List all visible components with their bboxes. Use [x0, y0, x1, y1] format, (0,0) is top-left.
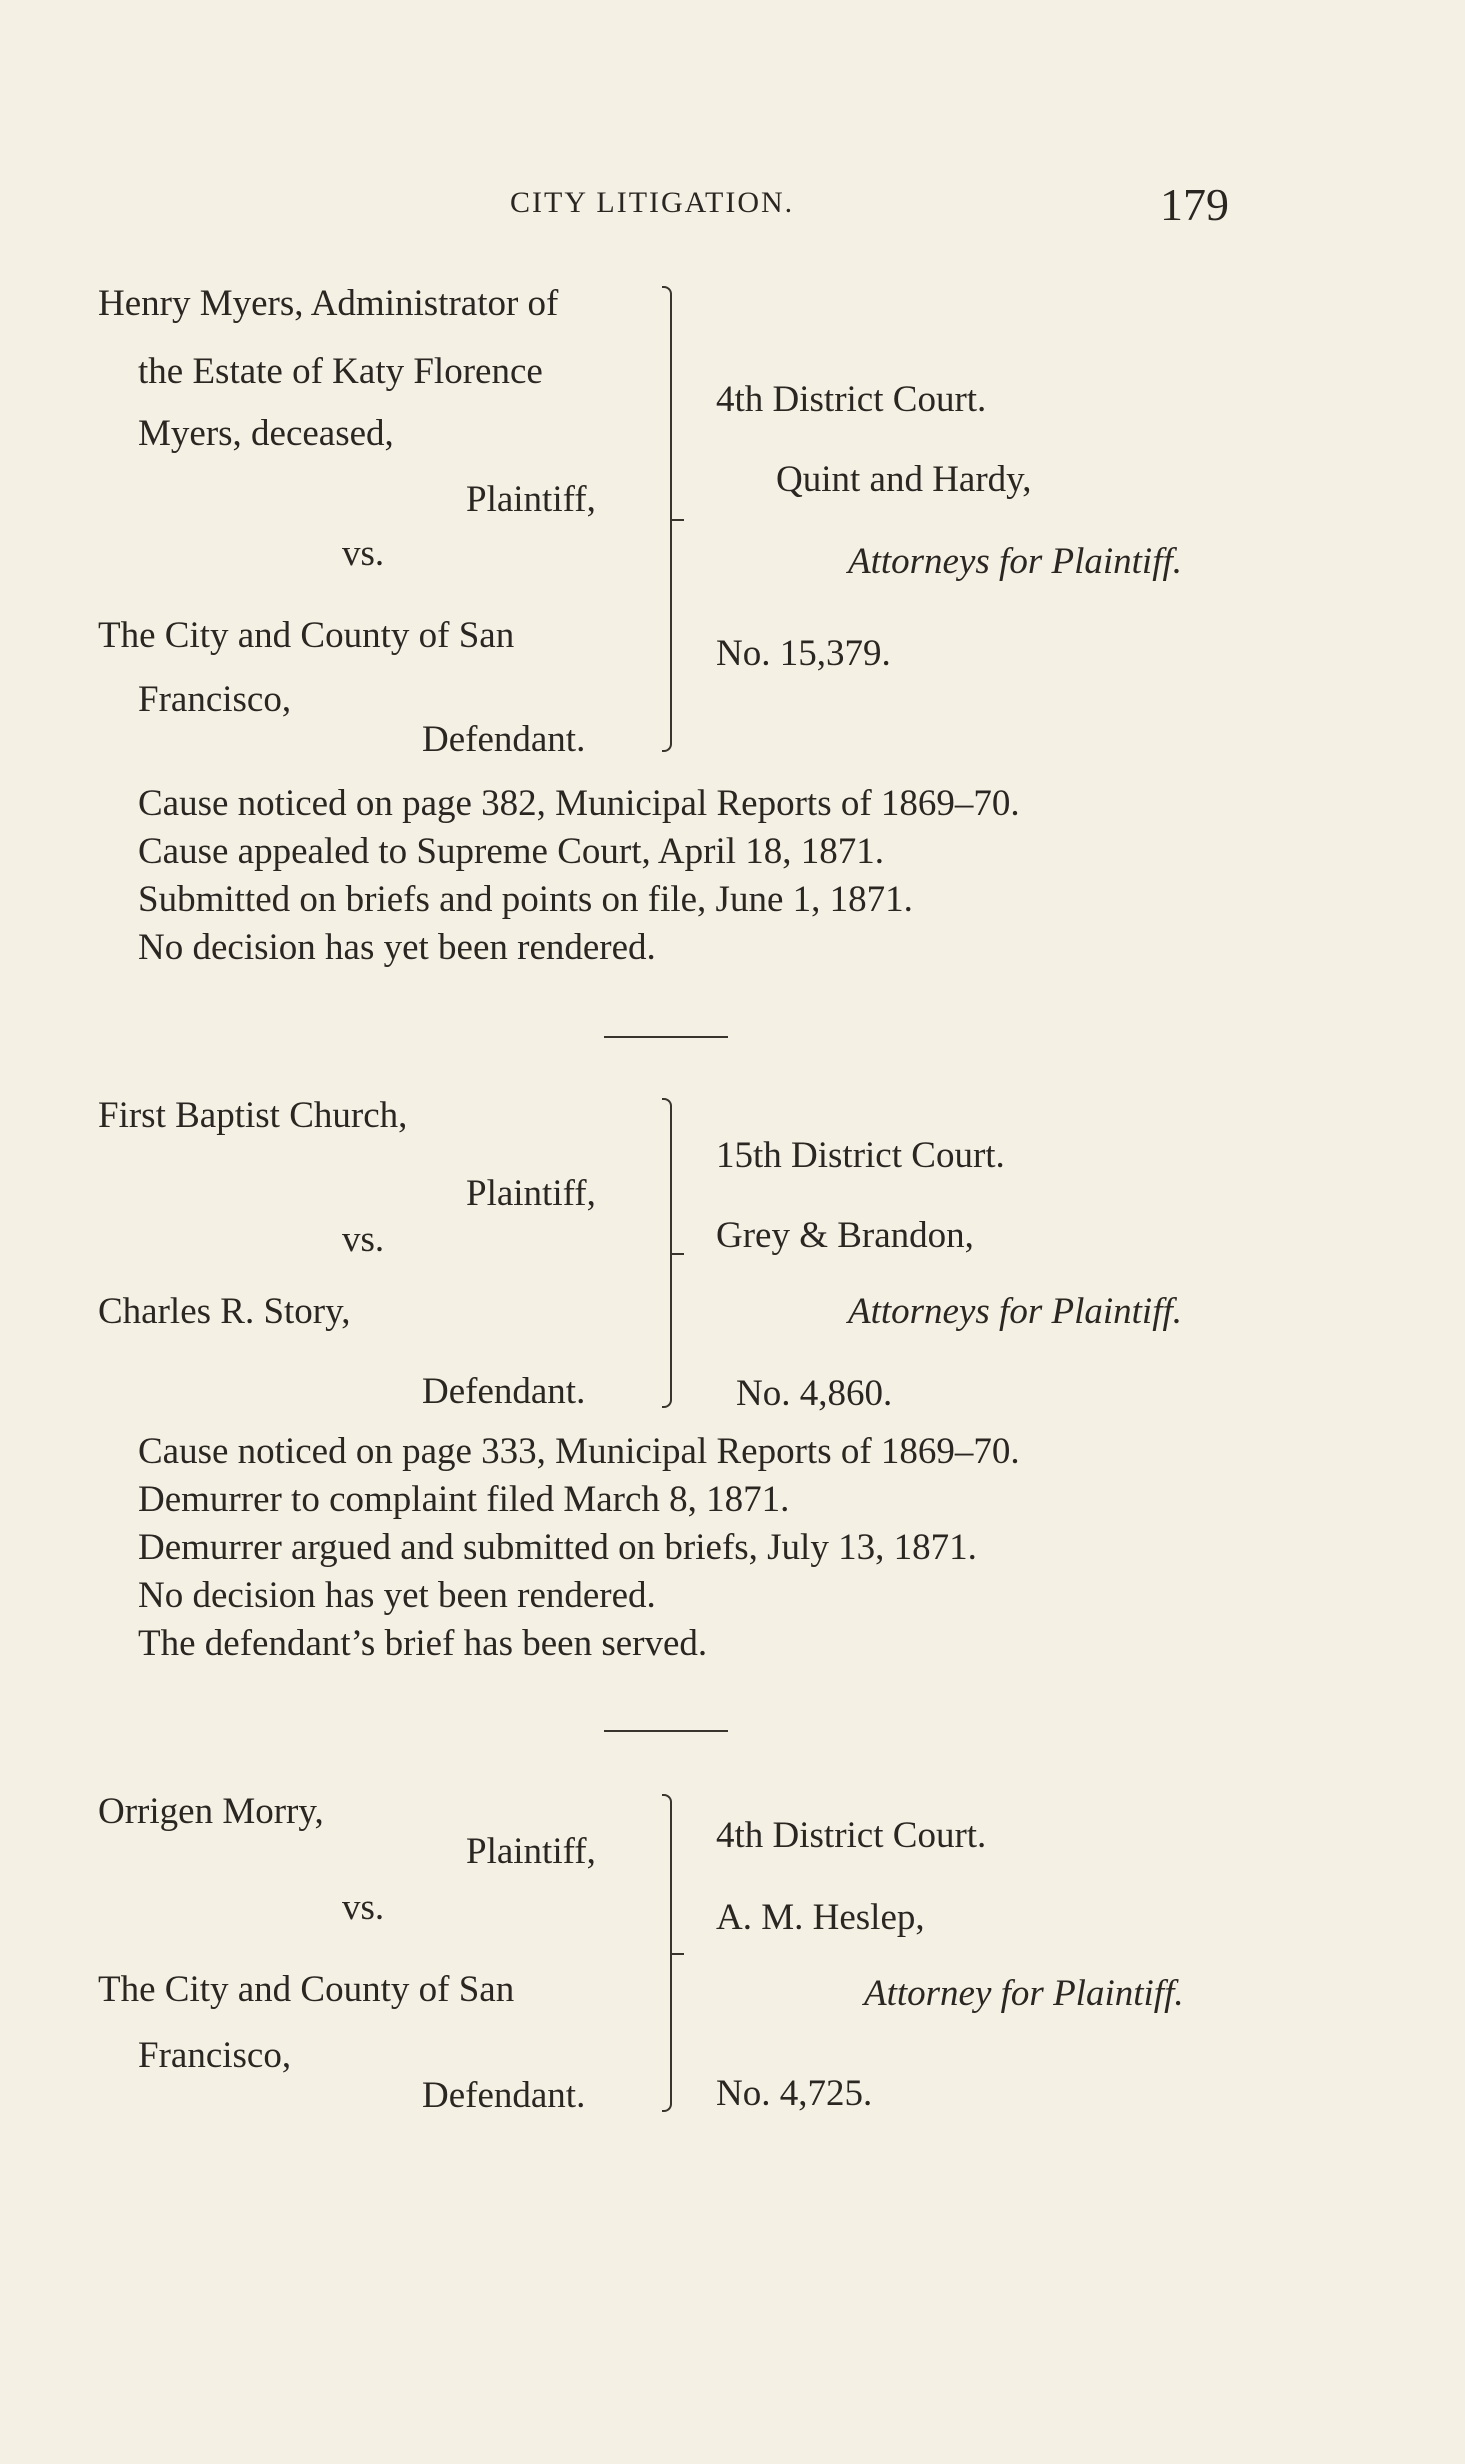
case-note: No decision has yet been rendered.: [138, 1575, 656, 1616]
attorney-name: A. M. Heslep,: [716, 1897, 925, 1938]
section-divider: [604, 1036, 728, 1038]
plaintiff-line: Henry Myers, Administrator of: [98, 283, 559, 324]
plaintiff-role: Plaintiff,: [466, 1173, 596, 1214]
plaintiff-line: First Baptist Church,: [98, 1095, 408, 1136]
case-brace: [656, 1804, 672, 2102]
case-note: Submitted on briefs and points on file, June 1, 1871.: [138, 879, 913, 920]
defendant-line: The City and County of San: [98, 1969, 515, 2010]
defendant-line: The City and County of San: [98, 615, 515, 656]
section-divider: [604, 1730, 728, 1732]
case-number: No. 4,860.: [736, 1373, 893, 1414]
case-number: No. 4,725.: [716, 2073, 873, 2114]
court-name: 4th District Court.: [716, 1815, 987, 1856]
defendant-line: Francisco,: [138, 679, 292, 720]
page-number: 179: [1160, 179, 1229, 230]
attorney-role: Attorney for Plaintiff.: [864, 1973, 1184, 2014]
defendant-line: Francisco,: [138, 2035, 292, 2076]
attorney-role: Attorneys for Plaintiff.: [848, 541, 1183, 582]
case-note: Cause appealed to Supreme Court, April 18, 1871.: [138, 831, 885, 872]
case-brace: [656, 296, 672, 742]
case-note: The defendant’s brief has been served.: [138, 1623, 708, 1664]
plaintiff-role: Plaintiff,: [466, 1831, 596, 1872]
case-note: No decision has yet been rendered.: [138, 927, 656, 968]
case-brace: [656, 1108, 672, 1398]
plaintiff-line: the Estate of Katy Florence: [138, 351, 543, 392]
defendant-role: Defendant.: [422, 1371, 586, 1412]
defendant-role: Defendant.: [422, 719, 586, 760]
case-note: Demurrer to complaint filed March 8, 1871.: [138, 1479, 790, 1520]
court-name: 4th District Court.: [716, 379, 987, 420]
versus-label: vs.: [342, 1887, 385, 1928]
plaintiff-line: Orrigen Morry,: [98, 1791, 324, 1832]
versus-label: vs.: [342, 1219, 385, 1260]
case-note: Cause noticed on page 382, Municipal Reports of 1869–70.: [138, 783, 1020, 824]
defendant-line: Charles R. Story,: [98, 1291, 351, 1332]
versus-label: vs.: [342, 533, 385, 574]
plaintiff-role: Plaintiff,: [466, 479, 596, 520]
defendant-role: Defendant.: [422, 2075, 586, 2116]
attorney-name: Grey & Brandon,: [716, 1215, 974, 1256]
court-name: 15th District Court.: [716, 1135, 1005, 1176]
plaintiff-line: Myers, deceased,: [138, 413, 394, 454]
attorney-role: Attorneys for Plaintiff.: [848, 1291, 1183, 1332]
case-number: No. 15,379.: [716, 633, 891, 674]
case-note: Cause noticed on page 333, Municipal Reports of 1869–70.: [138, 1431, 1020, 1472]
attorney-name: Quint and Hardy,: [776, 459, 1032, 500]
case-note: Demurrer argued and submitted on briefs, July 13, 1871.: [138, 1527, 977, 1568]
running-header: CITY LITIGATION.: [510, 186, 795, 219]
